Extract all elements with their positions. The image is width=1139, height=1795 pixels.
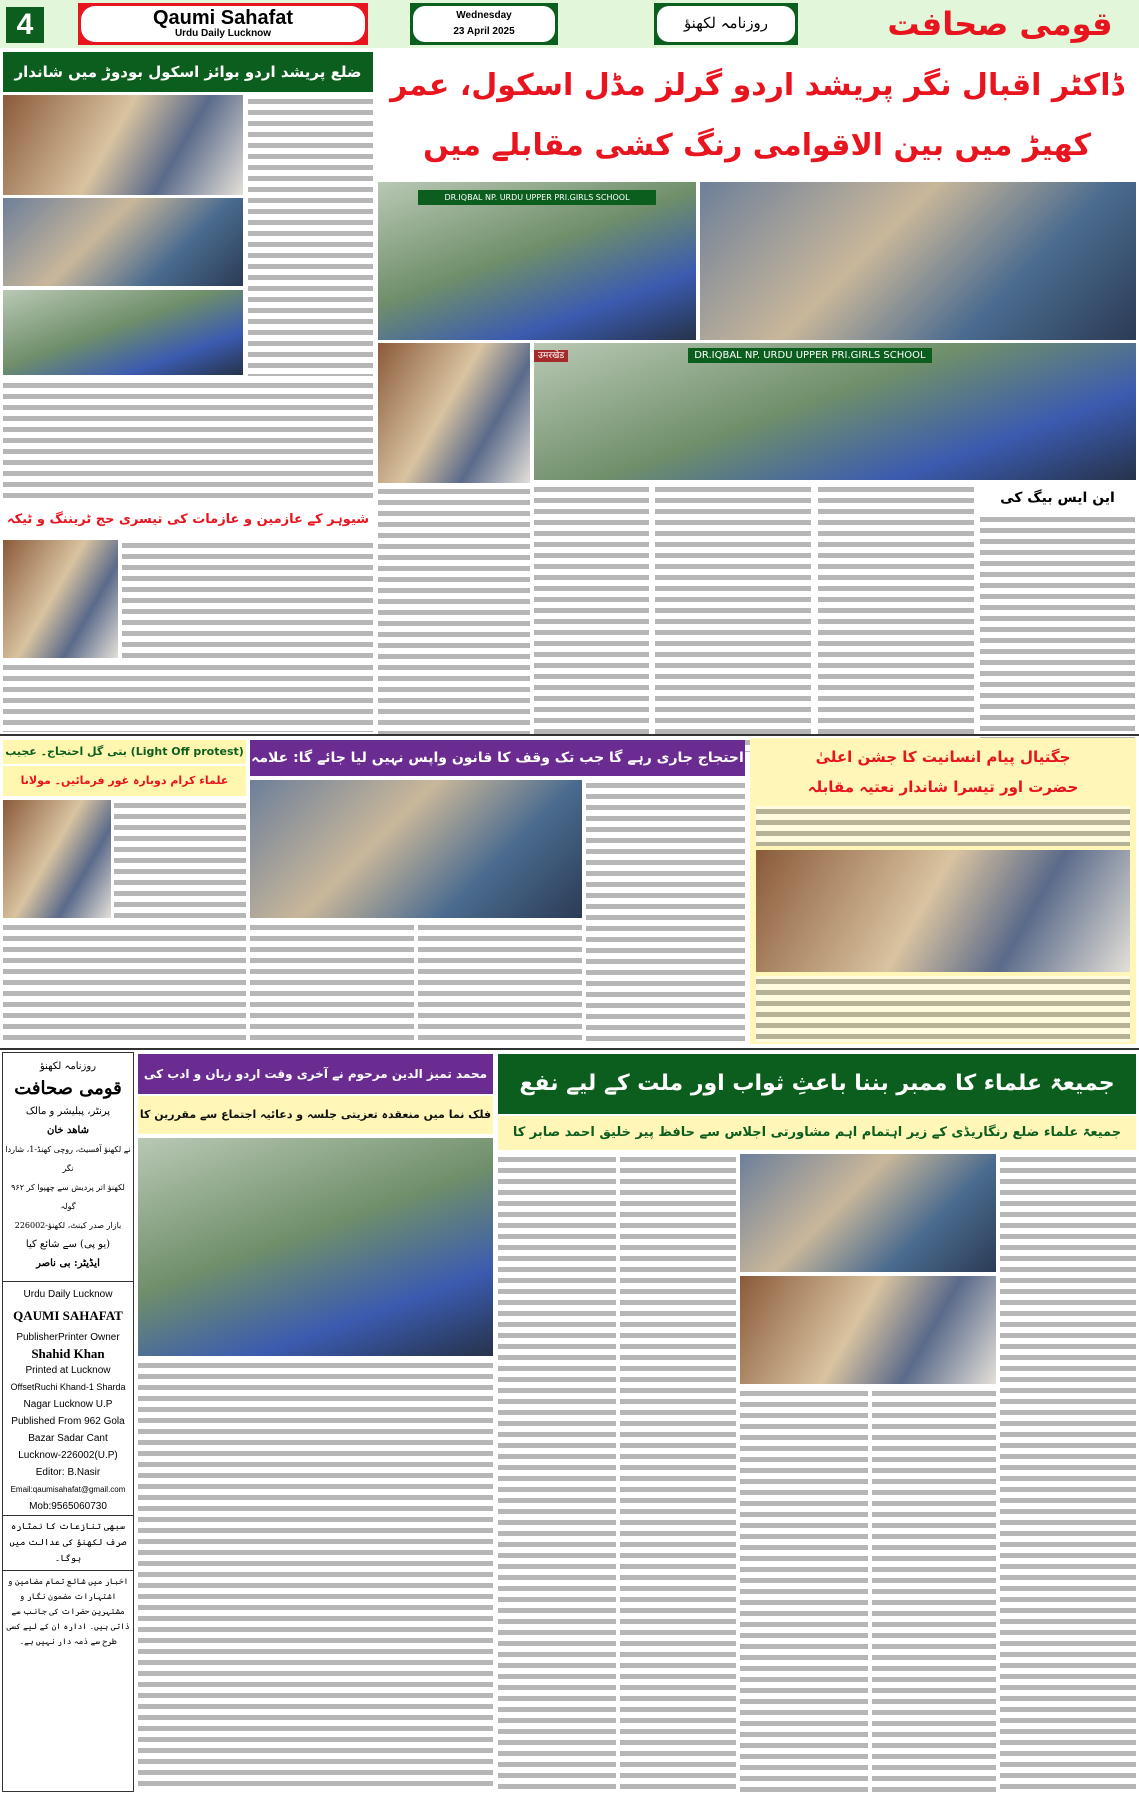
imprint-box: [2, 1052, 134, 1792]
light-off-portrait: [3, 800, 111, 918]
hajj-portrait: [3, 540, 118, 658]
imprint-title-urdu: قومی صحافت: [14, 1078, 122, 1099]
waqf-headline: احتجاج جاری رہے گا جب تک وقف کا قانون واپس نہیں لیا جائے گا: علامہ: [250, 740, 745, 776]
imprint-line: نے لکھنؤ آفسیٹ، روچی کھنڈ-1، شاردا نگر: [5, 1145, 131, 1173]
imprint-title-en: QAUMI SAHAFAT: [13, 1308, 123, 1323]
imprint-editor-urdu: ایڈیٹر: بی ناصر: [36, 1258, 100, 1269]
urdu-daily-label: روزنامہ لکھنؤ: [657, 6, 795, 42]
imprint-owner-en: Shahid Khan: [31, 1346, 105, 1361]
imprint-line: Urdu Daily Lucknow: [23, 1289, 113, 1300]
umarkhed-byline: این ایس بیگ کی: [1000, 490, 1115, 506]
umarkhed-body-col5: [378, 486, 530, 752]
imprint-line: لکھنؤ اتر پردیش سے چھپوا کر ۹۶۲ گولہ: [11, 1183, 125, 1211]
imprint-line: Printed at Lucknow: [25, 1365, 111, 1376]
farewell-body: [248, 96, 373, 376]
jamiat-body-col3: [740, 1388, 868, 1792]
jamiat-body-col2: [872, 1388, 996, 1792]
tamizuddin-body: [138, 1360, 493, 1792]
jamiat-body-col5: [498, 1154, 616, 1792]
school-sign: DR.IQBAL NP. URDU UPPER PRI.GIRLS SCHOOL: [418, 190, 656, 205]
jamiat-headline-2: جمیعۃ علماء ضلع رنگاریڈی کے زیر اہتمام اہم مشاورتی اجلاس سے حافظ پیر خلیق احمد صابر کا: [498, 1116, 1136, 1150]
imprint-disclaimer: اخبار میں شائع تمام مضامین و اشتہارات مضمون نگار و مشتہرین حضرات کی جانب سے ذاتی ہیں۔ ادارہ ان کے لیے کسی طرح سے ذمہ دار نہیں ہے۔: [3, 1570, 133, 1652]
hajj-body-2: [3, 662, 373, 732]
weekday: Wednesday: [456, 10, 512, 21]
farewell-photo-2: [3, 198, 243, 286]
imprint-phone: Mob:9565060730: [29, 1501, 107, 1512]
jamiat-photo-2: [740, 1276, 996, 1384]
umarkhed-photo-2: [700, 182, 1136, 340]
jagtial-headline-1: جگتیال پیام انسانیت کا جشن اعلیٰ: [815, 748, 1071, 766]
imprint-owner-urdu: شاھد خان: [46, 1125, 89, 1136]
waqf-body-col3: [250, 922, 414, 1042]
imprint-editor-en: Editor: B.Nasir: [35, 1467, 101, 1478]
urdu-daily-box: [654, 3, 798, 45]
jagtial-body-2: [756, 976, 1130, 1042]
place-tag: उमरखेड: [534, 350, 568, 362]
page-number: 4: [6, 7, 44, 43]
imprint-line: Lucknow-226002(U.P): [18, 1450, 118, 1461]
imprint-line: پرنٹر، پبلیشر و مالک: [25, 1106, 111, 1117]
tamizuddin-headline-2: فلک نما میں منعقدہ تعزیتی جلسہ و دعائیہ اجتماع سے مقررین کا: [138, 1096, 493, 1134]
masthead-urdu: قومی صحافت: [887, 5, 1113, 43]
farewell-body-2: [3, 380, 373, 498]
waqf-body-col2: [418, 922, 582, 1042]
imprint-line: PublisherPrinter Owner: [16, 1332, 120, 1343]
umarkhed-body-col2: [818, 484, 974, 752]
imprint-email: Email:qaumisahafat@gmail.com: [10, 1485, 126, 1494]
farewell-photo-3: [3, 290, 243, 375]
jamiat-photo-1: [740, 1154, 996, 1272]
light-off-headline-1: (Light Off protest) بتی گل احتجاج۔ عجیب: [3, 740, 246, 764]
hajj-headline: شیوہر کے عازمین و عازمات کی تیسری حج ٹریننگ و ٹیکہ: [6, 512, 370, 527]
imprint-english: [3, 1281, 133, 1515]
jamiat-body-col4: [620, 1154, 736, 1792]
jagtial-headline-2: حضرت اور تیسرا شاندار نعتیہ مقابلہ: [807, 778, 1079, 796]
waqf-photo: [250, 780, 582, 918]
umarkhed-body-col3: [655, 484, 811, 752]
imprint-line: Nagar Lucknow U.P: [23, 1399, 113, 1410]
imprint-line: روزنامہ لکھنؤ: [39, 1061, 97, 1072]
imprint-urdu: [3, 1053, 133, 1273]
umarkhed-body-col4: [534, 484, 649, 752]
brand-title: Qaumi Sahafat: [152, 7, 294, 29]
school-sign-2: DR.IQBAL NP. URDU UPPER PRI.GIRLS SCHOOL: [688, 348, 931, 363]
imprint-line: بازار صدر کینٹ، لکھنؤ-226002: [14, 1221, 122, 1230]
umarkhed-photo-3: [378, 343, 530, 483]
farewell-photo-1: [3, 95, 243, 195]
jamiat-body-col1: [1000, 1154, 1136, 1792]
farewell-headline: ضلع پریشد اردو بوائز اسکول بودوڑ میں شاندار: [3, 52, 373, 92]
imprint-jurisdiction: سبھی تنازعات کا نمٹارہ صرف لکھنؤ کی عدالت میں ہوگا۔: [3, 1515, 133, 1570]
date: 23 April 2025: [453, 26, 515, 37]
waqf-body-col1: [586, 780, 745, 1042]
light-off-body: [114, 800, 246, 920]
divider: [0, 734, 1139, 736]
umarkhed-headline: ڈاکٹر اقبال نگر پریشد اردو گرلز مڈل اسکول، عمر کھیڑ میں بین الاقوامی رنگ کشی مقابلے میں: [390, 68, 1124, 163]
umarkhed-body-col1: [980, 514, 1135, 752]
tamizuddin-headline-1: محمد تمیز الدین مرحوم نے آخری وقت اردو زبان و ادب کی: [138, 1054, 493, 1094]
imprint-line: Published From 962 Gola: [11, 1416, 125, 1427]
tamizuddin-photo: [138, 1138, 493, 1356]
hajj-body: [122, 540, 373, 660]
imprint-line: Bazar Sadar Cant: [28, 1433, 108, 1444]
light-off-headline-2: علماء کرام دوبارہ غور فرمائیں۔ مولانا: [3, 766, 246, 796]
jagtial-body: [756, 806, 1130, 846]
brand-subtitle: Urdu Daily Lucknow: [174, 28, 272, 39]
divider: [0, 1048, 1139, 1050]
date-box: [410, 3, 558, 45]
imprint-line: (یو پی) سے شائع کیا: [25, 1239, 111, 1250]
umarkhed-photo-1: [378, 182, 696, 340]
umarkhed-photo-4: [534, 343, 1136, 480]
jamiat-headline-1: جمیعۃ علماء کا ممبر بننا باعثِ ثواب اور ملت کے لیے نفع: [498, 1054, 1136, 1114]
jagtial-photo: [756, 850, 1130, 972]
imprint-line: OffsetRuchi Khand-1 Sharda: [10, 1382, 126, 1392]
brand-box: [78, 3, 368, 45]
light-off-body-2: [3, 922, 246, 1042]
